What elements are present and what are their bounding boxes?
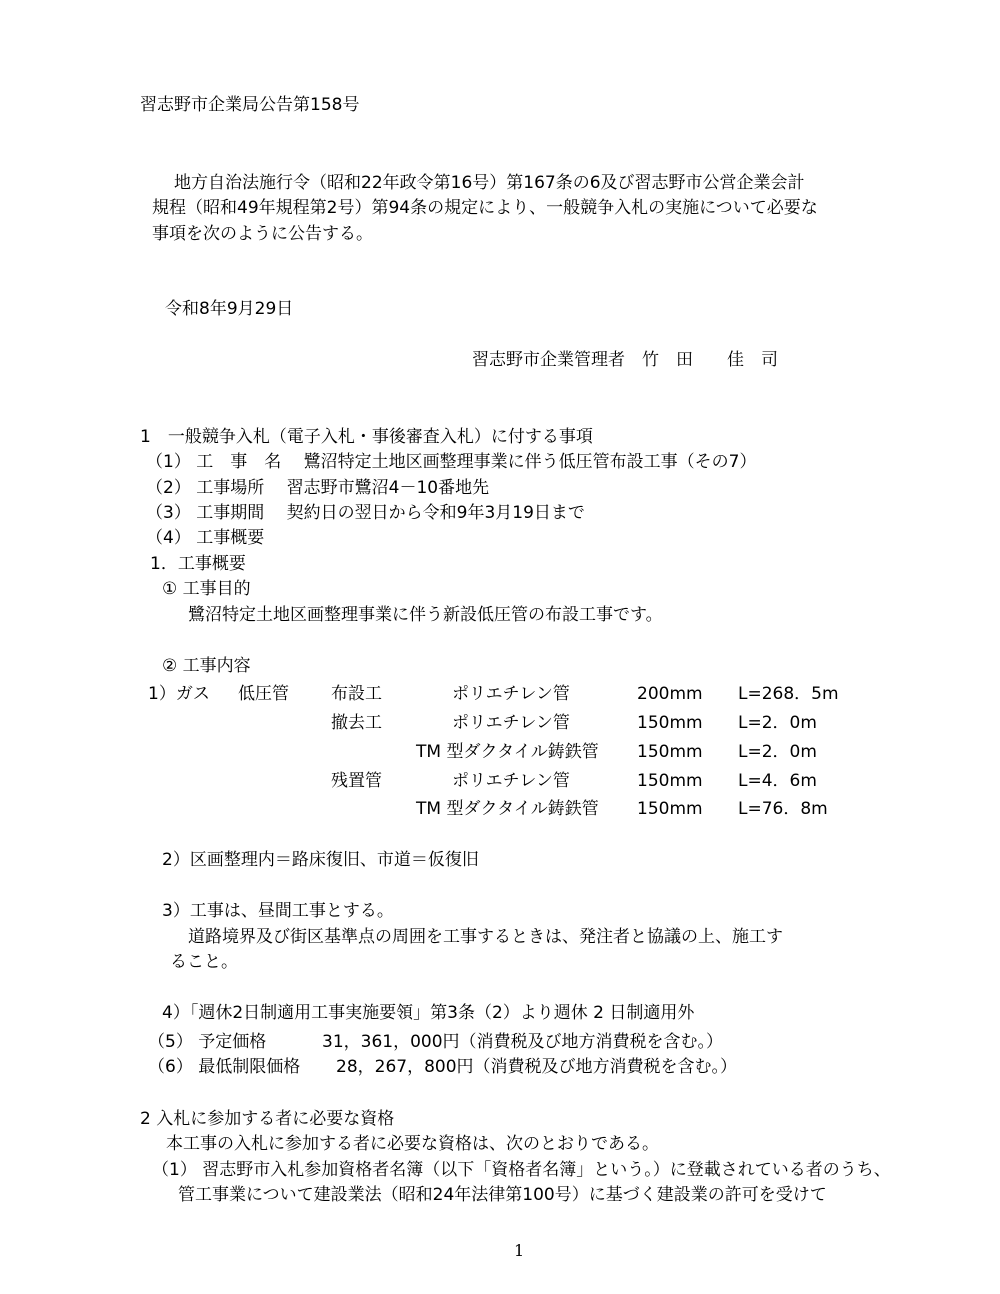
minimum-price-label: （6） 最低制限価格 xyxy=(148,1057,301,1077)
intro-line: 地方自治法施行令（昭和22年政令第16号）第167条の6及び習志野市公営企業会計 xyxy=(174,173,805,193)
work-type: 撤去工 xyxy=(331,713,382,733)
pipe-size: 200mm xyxy=(637,684,703,704)
notice-date: 令和8年9月29日 xyxy=(165,299,294,319)
pipe-material: TM 型ダクタイル鋳鉄管 xyxy=(416,799,599,819)
pipe-length: L=268．5m xyxy=(738,684,839,704)
pipe-length: L=76．8m xyxy=(738,799,828,819)
pipe-length: L=4．6m xyxy=(738,771,817,791)
section-1-item: （2） 工事場所 習志野市鷺沼4－10番地先 xyxy=(146,478,490,498)
note-daytime-detail: ること。 xyxy=(170,952,238,972)
section-1-item: （1） 工 事 名 鷺沼特定土地区画整理事業に伴う低圧管布設工事（その7） xyxy=(146,452,757,472)
pipe-length: L=2．0m xyxy=(738,742,817,762)
work-type: 布設工 xyxy=(331,684,382,704)
pipe-material: ポリエチレン管 xyxy=(452,684,570,704)
page-number: 1 xyxy=(514,1241,525,1260)
pipe-size: 150mm xyxy=(637,799,703,819)
purpose-text: 鷺沼特定土地区画整理事業に伴う新設低圧管の布設工事です。 xyxy=(188,605,663,625)
section-1-heading: 1 一般競争入札（電子入札・事後審査入札）に付する事項 xyxy=(140,427,593,447)
pipe-label: 低圧管 xyxy=(238,684,289,704)
signatory: 習志野市企業管理者 竹 田 佳 司 xyxy=(472,350,778,370)
content-heading: ② 工事内容 xyxy=(162,656,251,676)
pipe-material: TM 型ダクタイル鋳鉄管 xyxy=(416,742,599,762)
intro-line: 事項を次のように公告する。 xyxy=(152,224,373,244)
pipe-size: 150mm xyxy=(637,742,703,762)
note-weekly-holiday: 4）「週休2日制適用工事実施要領」第3条（2）より週休 2 日制適用外 xyxy=(162,1003,695,1023)
pipe-length: L=2．0m xyxy=(738,713,817,733)
purpose-heading: ① 工事目的 xyxy=(162,579,251,599)
planned-price-label: （5） 予定価格 xyxy=(148,1032,267,1052)
note-daytime: 3）工事は、昼間工事とする。 xyxy=(162,901,394,921)
pipe-material: ポリエチレン管 xyxy=(452,713,570,733)
minimum-price-value: 28，267，800円（消費税及び地方消費税を含む。） xyxy=(336,1057,738,1077)
note-restoration: 2）区画整理内＝路床復旧、市道＝仮復旧 xyxy=(162,850,479,870)
work-type: 残置管 xyxy=(331,771,382,791)
pipe-size: 150mm xyxy=(637,713,703,733)
overview-heading: 1．工事概要 xyxy=(150,554,246,574)
section-1-item: （4） 工事概要 xyxy=(146,528,265,548)
section-2-heading: 2 入札に参加する者に必要な資格 xyxy=(140,1109,395,1129)
pipe-size: 150mm xyxy=(637,771,703,791)
planned-price-value: 31，361，000円（消費税及び地方消費税を含む。） xyxy=(322,1032,724,1052)
section-2-intro: 本工事の入札に参加する者に必要な資格は、次のとおりである。 xyxy=(166,1134,659,1154)
gas-label: 1）ガス xyxy=(148,684,210,704)
intro-line: 規程（昭和49年規程第2号）第94条の規定により、一般競争入札の実施について必要な xyxy=(152,198,818,218)
note-daytime-detail: 道路境界及び街区基準点の周囲を工事するときは、発注者と協議の上、施工す xyxy=(188,927,783,947)
section-2-item: （1） 習志野市入札参加資格者名簿（以下「資格者名簿」という。）に登載されている者のうち、 xyxy=(152,1160,891,1180)
pipe-material: ポリエチレン管 xyxy=(452,771,570,791)
notice-number: 習志野市企業局公告第158号 xyxy=(140,95,360,115)
section-1-item: （3） 工事期間 契約日の翌日から令和9年3月19日まで xyxy=(146,503,585,523)
section-2-item: 管工事業について建設業法（昭和24年法律第100号）に基づく建設業の許可を受けて xyxy=(178,1185,827,1205)
